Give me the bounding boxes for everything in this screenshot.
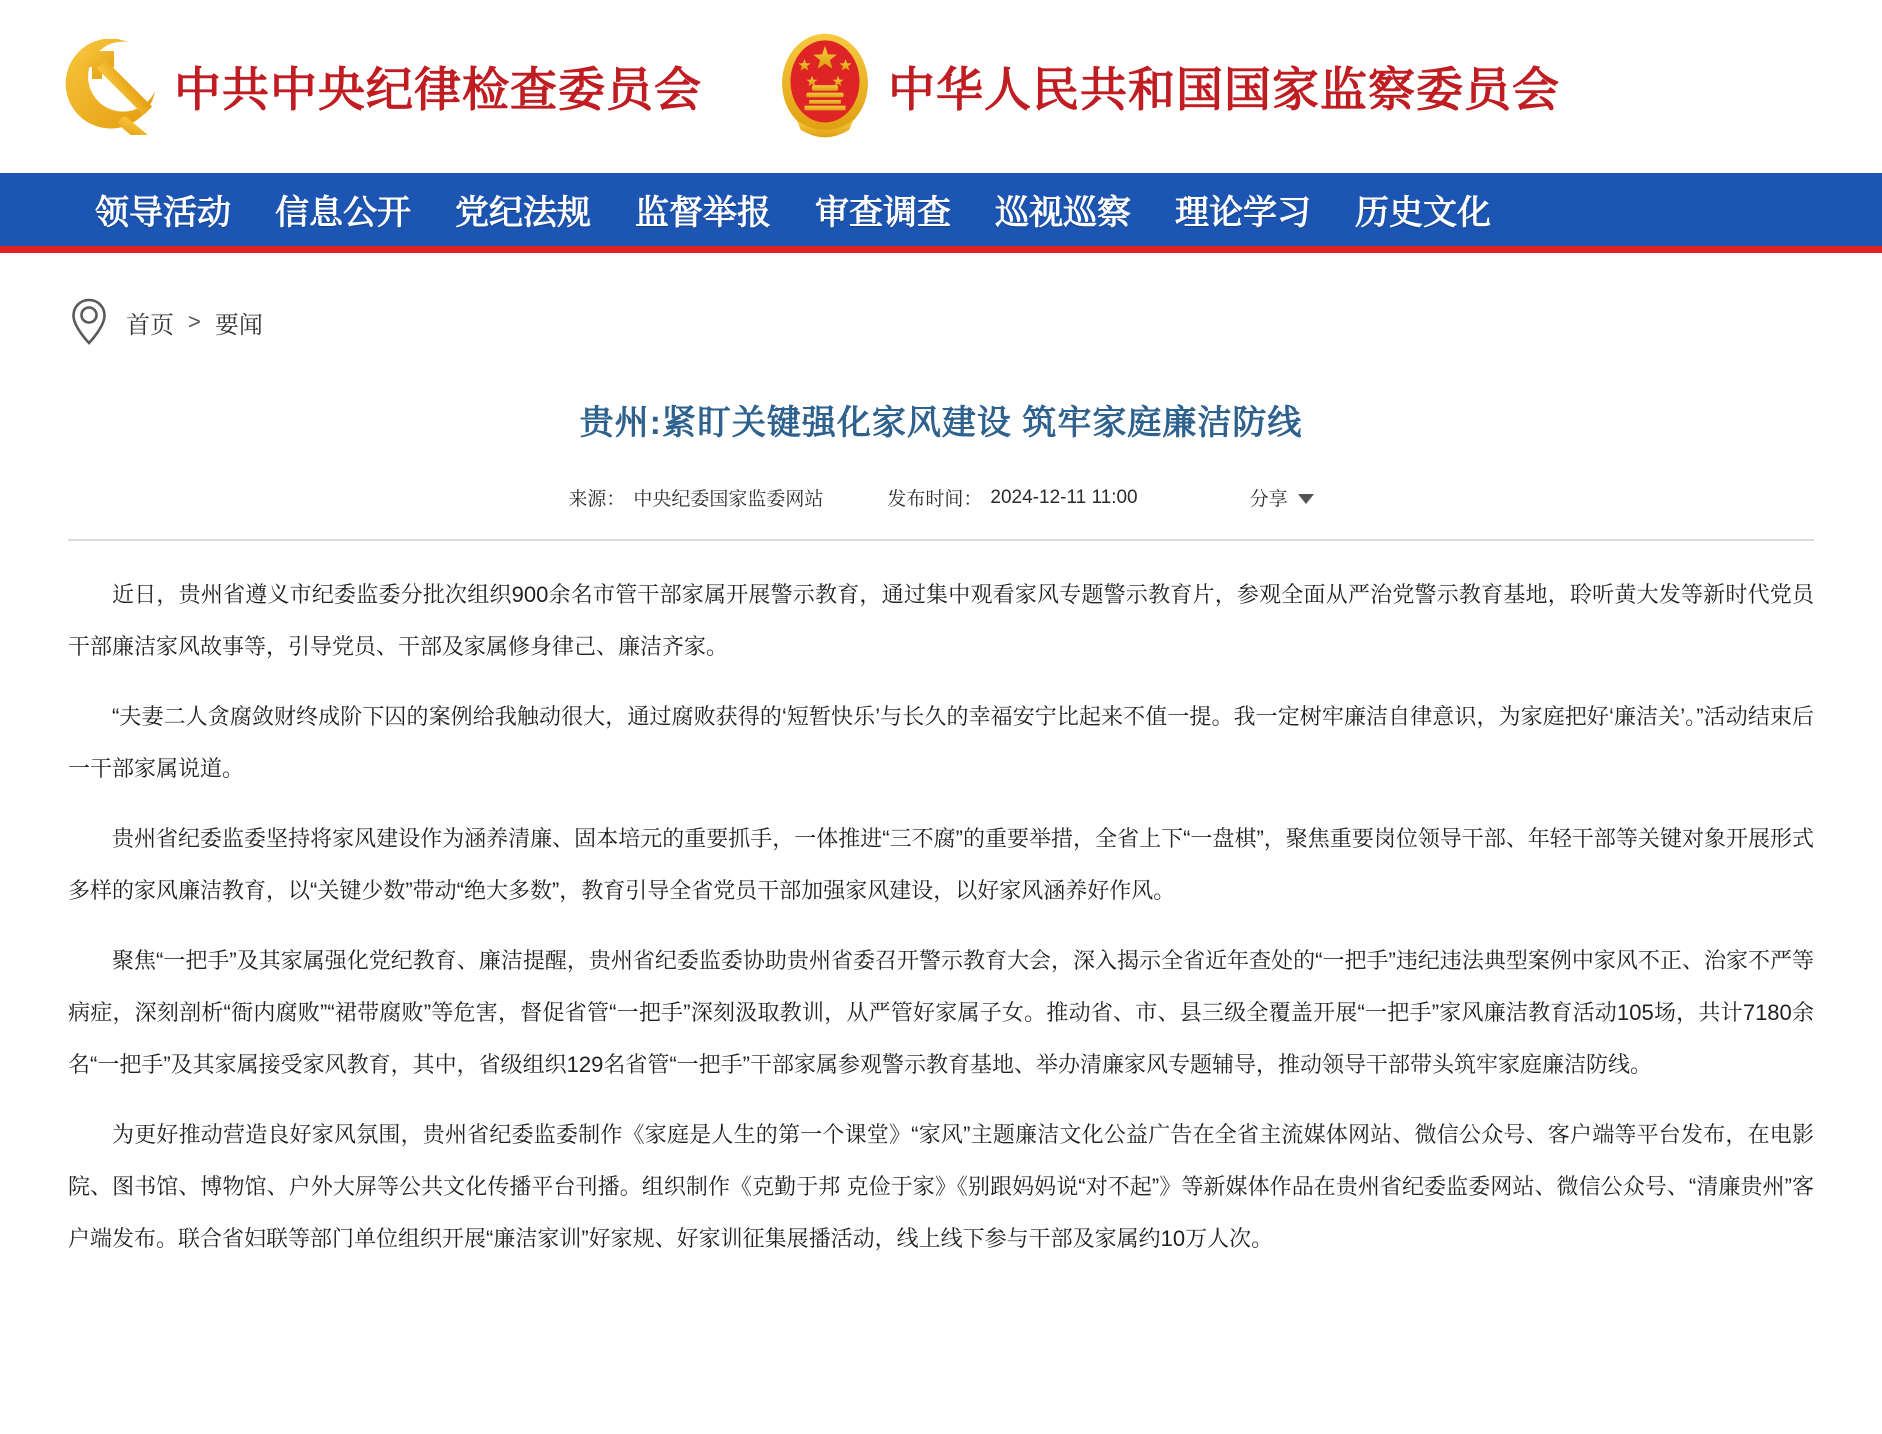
chevron-down-icon	[1298, 494, 1314, 504]
nav-item-theory[interactable]: 理论学习	[1175, 195, 1311, 232]
source-group	[568, 484, 823, 511]
breadcrumb-current[interactable]: 要闻	[214, 311, 263, 339]
article-paragraph: 贵州省纪委监委坚持将家风建设作为涵养清廉、固本培元的重要抓手，一体推进“三不腐”的重要举措，全省上下“一盘棋”，聚焦重要岗位领导干部、年轻干部等关键对象开展形式多样的家风廉洁教育，以“关键少数”带动“绝大多数”，教育引导全省党员干部加强家风建设，以好家风涵养好作风。	[68, 826, 1814, 903]
nav-item-leadership[interactable]: 领导活动	[95, 195, 231, 232]
breadcrumb-separator: >	[188, 309, 201, 334]
share-button[interactable]	[1250, 484, 1314, 511]
ccdi-org-name: 中共中央纪律检查委员会	[174, 65, 702, 117]
article-paragraph: 聚焦“一把手”及其家属强化党纪教育、廉洁提醒，贵州省纪委监委协助贵州省委召开警示教育大会，深入揭示全省近年查处的“一把手”违纪违法典型案例中家风不正、治家不严等病症，深刻剖析“衙内腐败”“裙带腐败”等危害，督促省管“一把手”深刻汲取教训，从严管好家属子女。推动省、市、县三级全覆盖开展“一把手”家风廉洁教育活动105场，共计7180余名“一把手”及其家属接受家风教育，其中，省级组织129名省管“一把手”干部家属参观警示教育基地、举办清廉家风专题辅导，推动领导干部带头筑牢家庭廉洁防线。	[68, 948, 1814, 1077]
article-paragraph: 为更好推动营造良好家风氛围，贵州省纪委监委制作《家庭是人生的第一个课堂》“家风”主题廉洁文化公益广告在全省主流媒体网站、微信公众号、客户端等平台发布，在电影院、图书馆、博物馆、户外大屏等公共文化传播平台刊播。组织制作《克勤于邦 克俭于家》《别跟妈妈说“对不起”》等新媒体作品在贵州省纪委监委网站、微信公众号、“清廉贵州”客户端发布。联合省妇联等部门单位组织开展“廉洁家训”好家规、好家训征集展播活动，线上线下参与干部及家属约10万人次。	[68, 1122, 1814, 1251]
breadcrumb	[70, 297, 1882, 347]
share-label: 分享	[1249, 489, 1288, 510]
article-paragraph: “夫妻二人贪腐敛财终成阶下囚的案例给我触动很大，通过腐败获得的‘短暂快乐’与长久的幸福安宁比起来不值一提。我一定树牢廉洁自律意识，为家庭把好‘廉洁关’。”活动结束后一干部家属说道。	[68, 704, 1814, 781]
publish-time-label: 发布时间：	[887, 489, 983, 510]
nsc-org-name: 中华人民共和国国家监察委员会	[888, 65, 1560, 117]
page-title: 贵州:紧盯关键强化家风建设 筑牢家庭廉洁防线	[579, 404, 1303, 442]
ccdi-logo-link[interactable]	[62, 39, 702, 135]
breadcrumb-home[interactable]: 首页	[126, 311, 174, 339]
location-pin-icon	[70, 297, 108, 347]
article-paragraph: 近日，贵州省遵义市纪委监委分批次组织900余名市管干部家属开展警示教育，通过集中观看家风专题警示教育片，参观全面从严治党警示教育基地，聆听黄大发等新时代党员干部廉洁家风故事等，引导党员、干部及家属修身律己、廉洁齐家。	[68, 582, 1814, 659]
nav-item-investigation[interactable]: 审查调查	[815, 195, 951, 232]
nsc-logo-link[interactable]	[778, 31, 1560, 143]
nav-item-inspection[interactable]: 巡视巡察	[995, 195, 1131, 232]
nav-accent-line	[0, 246, 1882, 253]
publish-time-value: 2024-12-11 11:00	[990, 486, 1138, 508]
nav-item-regulations[interactable]: 党纪法规	[455, 195, 591, 232]
nav-item-history[interactable]: 历史文化	[1355, 195, 1491, 232]
source-value: 中央纪委国家监委网站	[633, 489, 824, 510]
article-body	[68, 541, 1814, 1265]
nav-item-report[interactable]: 监督举报	[635, 195, 771, 232]
site-header	[0, 0, 1882, 173]
source-label: 来源：	[568, 489, 626, 510]
main-nav	[0, 173, 1882, 246]
party-emblem-icon	[62, 39, 158, 135]
article-meta	[0, 484, 1882, 511]
nav-item-info[interactable]: 信息公开	[275, 195, 411, 232]
publish-time-group	[887, 484, 1137, 511]
national-emblem-icon	[778, 31, 872, 143]
